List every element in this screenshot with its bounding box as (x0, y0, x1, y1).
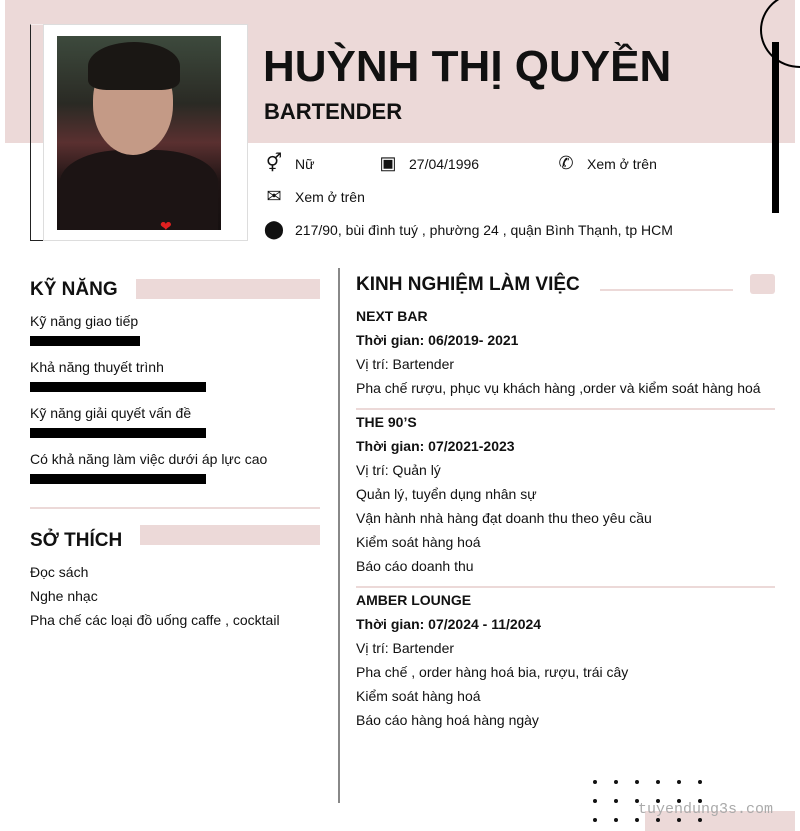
watermark: tuyendung3s.com (638, 801, 774, 818)
title-line (600, 289, 733, 291)
job-line: Pha chế , order hàng hoá bia, rượu, trái cây (356, 664, 629, 680)
job-time: Thời gian: 07/2021-2023 (356, 438, 515, 454)
dot (698, 780, 702, 784)
job-line: Vị trí: Bartender (356, 640, 455, 656)
dot (614, 780, 618, 784)
phone-icon: ✆ (558, 153, 574, 173)
job-line: Pha chế rượu, phục vụ khách hàng ,order và kiểm soát hàng hoá (356, 380, 761, 396)
dot (593, 818, 597, 822)
skills-title: KỸ NĂNG (30, 279, 118, 300)
company-name: AMBER LOUNGE (356, 592, 472, 608)
skill-bar (30, 428, 206, 438)
job-line: Kiểm soát hàng hoá (356, 534, 481, 550)
hobby-item: Pha chế các loại đồ uống caffe , cocktail (30, 612, 280, 628)
phone-value: Xem ở trên (587, 155, 657, 172)
skill-label: Kỹ năng giao tiếp (30, 313, 139, 329)
gender-value: Nữ (295, 155, 315, 172)
divider (356, 586, 775, 588)
dot (677, 780, 681, 784)
dot (593, 780, 597, 784)
decor-bar (772, 42, 779, 213)
dot (635, 818, 639, 822)
briefcase-icon (750, 274, 775, 294)
hobbies-title-bar (140, 525, 320, 545)
experience-title: KINH NGHIỆM LÀM VIỆC (356, 274, 580, 295)
hobby-item: Đọc sách (30, 564, 89, 580)
dot (656, 818, 660, 822)
skill-label: Khả năng thuyết trình (30, 359, 164, 375)
job-line: Quản lý, tuyển dụng nhân sự (356, 486, 537, 502)
email-value: Xem ở trên (295, 188, 365, 205)
job-time: Thời gian: 06/2019- 2021 (356, 332, 519, 348)
gender-icon: ⚥ (265, 153, 283, 173)
dot (677, 818, 681, 822)
gender-info (263, 153, 314, 174)
photo-body (60, 150, 218, 230)
dot (593, 799, 597, 803)
job-title: BARTENDER (264, 99, 403, 124)
job-line: Vị trí: Bartender (356, 356, 455, 372)
skill-label: Kỹ năng giải quyết vấn đề (30, 405, 192, 421)
dot (698, 818, 702, 822)
job-line: Vị trí: Quản lý (356, 462, 441, 478)
dot (614, 799, 618, 803)
email-info (263, 186, 365, 207)
job-line: Báo cáo hàng hoá hàng ngày (356, 712, 539, 728)
skills-title-bar (136, 279, 320, 299)
column-divider (338, 268, 340, 803)
heart-icon: ❤ (160, 218, 172, 234)
skill-bar (30, 336, 140, 346)
address-value: 217/90, bùi đình tuý , phường 24 , quận Bình Thạnh, tp HCM (295, 221, 673, 238)
divider (356, 408, 775, 410)
job-line: Vận hành nhà hàng đạt doanh thu theo yêu cầu (356, 510, 652, 526)
company-name: NEXT BAR (356, 308, 428, 324)
birthdate-info (377, 153, 479, 174)
dot (614, 818, 618, 822)
skill-bar (30, 382, 206, 392)
location-pin-icon: ⬤ (263, 219, 285, 239)
phone-info (555, 153, 657, 174)
dot (656, 780, 660, 784)
hobby-item: Nghe nhạc (30, 588, 98, 604)
photo-hair (88, 42, 180, 90)
dot (635, 780, 639, 784)
job-time: Thời gian: 07/2024 - 11/2024 (356, 616, 542, 632)
company-name: THE 90’S (356, 414, 417, 430)
job-line: Kiểm soát hàng hoá (356, 688, 481, 704)
hobbies-title: SỞ THÍCH (30, 530, 123, 551)
calendar-icon: ▣ (379, 153, 397, 173)
birthdate-value: 27/04/1996 (409, 155, 480, 172)
mail-icon: ✉ (266, 186, 282, 206)
skill-label: Có khả năng làm việc dưới áp lực cao (30, 451, 268, 467)
divider (30, 507, 320, 509)
job-line: Báo cáo doanh thu (356, 558, 474, 574)
address-info (263, 219, 673, 240)
candidate-name: HUỲNH THỊ QUYỀN (263, 42, 672, 91)
skill-bar (30, 474, 206, 484)
